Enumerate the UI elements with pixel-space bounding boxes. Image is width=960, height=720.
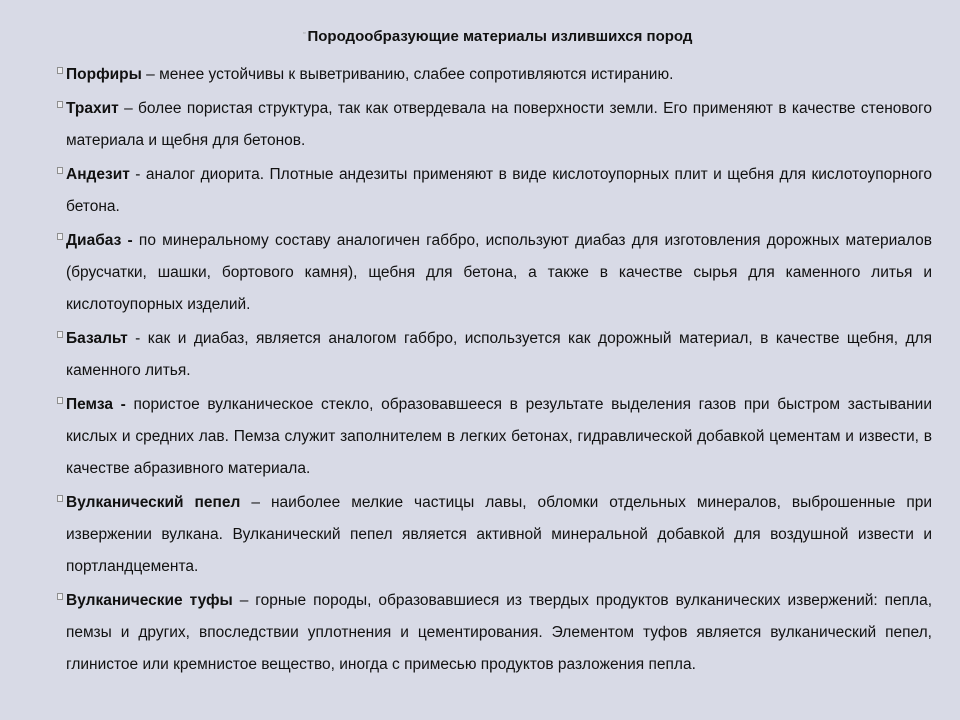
page-title: Породообразующие материалы излившихся пород bbox=[307, 28, 693, 45]
term-diabase: Диабаз - bbox=[66, 232, 133, 249]
bullet-icon bbox=[57, 101, 63, 108]
bullet-icon bbox=[57, 495, 63, 502]
paragraph-porphyry bbox=[66, 59, 932, 91]
paragraph-trachyte bbox=[66, 93, 932, 157]
bullet-icon bbox=[57, 397, 63, 404]
paragraph-volcanic-ash bbox=[66, 487, 932, 583]
term-andesite: Андезит bbox=[66, 166, 130, 183]
bullet-icon bbox=[57, 67, 63, 74]
paragraph-basalt bbox=[66, 323, 932, 387]
term-porphyry: Порфиры bbox=[66, 66, 142, 83]
paragraph-pumice bbox=[66, 389, 932, 485]
paragraph-volcanic-tuffs bbox=[66, 585, 932, 681]
term-pumice: Пемза - bbox=[66, 396, 126, 413]
bullet-icon: ▫ bbox=[303, 30, 306, 37]
term-volcanic-ash: Вулканический пепел bbox=[66, 494, 241, 511]
paragraph-andesite bbox=[66, 159, 932, 223]
bullet-icon bbox=[57, 167, 63, 174]
term-trachyte: Трахит bbox=[66, 100, 119, 117]
title-row bbox=[303, 28, 692, 46]
bullet-icon bbox=[57, 331, 63, 338]
text-volcanic-tuffs: – горные породы, образовавшиеся из твердых продуктов вулканических извержений: пепла, пемзы и других, впоследствии уплотнения и цементирования. Элементом туфов является вулканический пепел, глинистое или кремнистое вещество, иногда с примесью продуктов разложения пепла. bbox=[66, 592, 932, 673]
content-list bbox=[66, 59, 932, 683]
text-porphyry: – менее устойчивы к выветриванию, слабее сопротивляются истиранию. bbox=[141, 66, 674, 83]
text-volcanic-ash: – наиболее мелкие частицы лавы, обломки отдельных минералов, выброшенные при извержении вулкана. Вулканический пепел является активной минеральной добавкой для воздушной извести и портландцемента. bbox=[66, 494, 932, 575]
text-pumice: пористое вулканическое стекло, образовавшееся в результате выделения газов при быстром застывании кислых и средних лав. Пемза служит заполнителем в легких бетонах, гидравлической добавкой цементам и извести, в качестве абразивного материала. bbox=[66, 396, 932, 477]
term-basalt: Базальт bbox=[66, 330, 128, 347]
text-basalt: - как и диабаз, является аналогом габбро, используется как дорожный материал, в качестве щебня, для каменного литья. bbox=[66, 330, 932, 379]
text-andesite: - аналог диорита. Плотные андезиты применяют в виде кислотоупорных плит и щебня для кислотоупорного бетона. bbox=[66, 166, 932, 215]
text-diabase: по минеральному составу аналогичен габбро, используют диабаз для изготовления дорожных материалов (брусчатки, шашки, бортового камня), щебня для бетона, а также в качестве сырья для каменного литья и кислотоупорных изделий. bbox=[66, 232, 933, 313]
bullet-icon bbox=[57, 593, 63, 600]
paragraph-diabase bbox=[66, 225, 932, 321]
term-volcanic-tuffs: Вулканические туфы bbox=[66, 592, 233, 609]
text-trachyte: – более пористая структура, так как отвердевала на поверхности земли. Его применяют в качестве стенового материала и щебня для бетонов. bbox=[66, 100, 932, 149]
bullet-icon bbox=[57, 233, 63, 240]
